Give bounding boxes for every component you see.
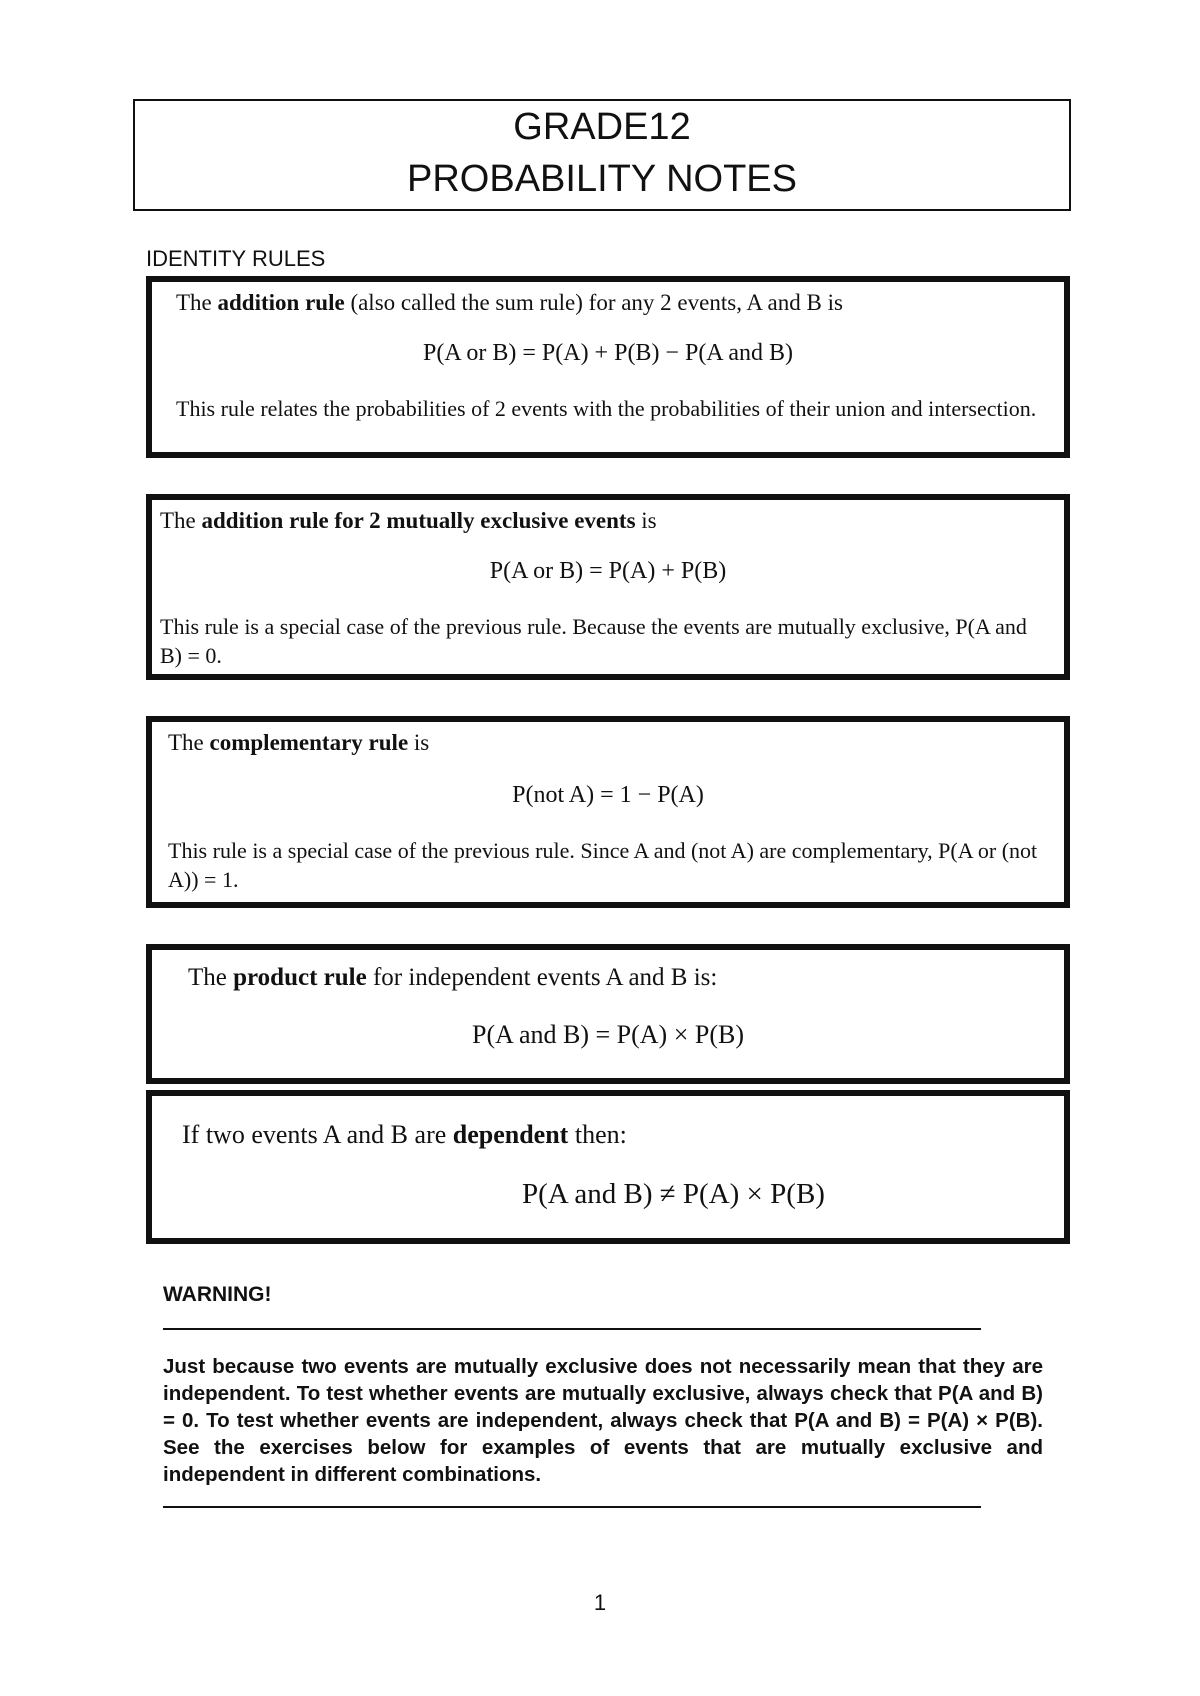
product-intro-bold: product rule (233, 964, 367, 991)
mutually-exclusive-intro-pre: The (160, 508, 202, 533)
dependent-intro-post: then: (568, 1120, 627, 1149)
complementary-intro-bold: complementary rule (209, 730, 409, 755)
dependent-rule-intro (182, 1120, 1042, 1150)
product-intro-post: for independent events A and B is: (366, 964, 718, 991)
complementary-rule-formula: P(not A) = 1 − P(A) (512, 782, 704, 808)
complementary-rule-intro (168, 730, 1048, 756)
section-heading: IDENTITY RULES (146, 246, 326, 271)
addition-rule-intro (176, 290, 1046, 316)
complementary-intro-pre: The (168, 730, 210, 755)
product-intro-pre: The (188, 964, 234, 991)
complementary-intro-post: is (408, 730, 430, 755)
warning-text: Just because two events are mutually exclusive does not necessarily mean that they are independent. To test whether events are mutually exclusive, always check that P(A and B) = 0. To test whether events are independent, always check that P(A and B) = P(A) × P(B). See the exercises below for examples of events that are mutually exclusive and independent in different combinations. (163, 1355, 1043, 1486)
dependent-intro-bold: dependent (452, 1120, 569, 1149)
product-rule-formula: P(A and B) = P(A) × P(B) (472, 1020, 744, 1049)
mutually-exclusive-intro-bold: addition rule for 2 mutually exclusive events (201, 508, 636, 533)
page-number: 1 (593, 1590, 607, 1615)
mutually-exclusive-rule-box (146, 494, 1070, 680)
complementary-rule-explanation: This rule is a special case of the previous rule. Since A and (not A) are complementary, P(A or (not A)) = 1. (168, 838, 1038, 892)
title-grade: GRADE12 (513, 106, 691, 148)
complementary-rule-box (146, 716, 1070, 908)
dependent-intro-pre: If two events A and B are (182, 1120, 453, 1149)
dependent-rule-formula: P(A and B) ≠ P(A) × P(B) (522, 1178, 825, 1210)
mutually-exclusive-rule-formula: P(A or B) = P(A) + P(B) (489, 558, 727, 584)
addition-rule-explanation: This rule relates the probabilities of 2 events with the probabilities of their union and intersection. (176, 396, 1037, 421)
warning-top-divider (163, 1328, 981, 1330)
mutually-exclusive-rule-intro (160, 508, 1050, 534)
dependent-rule-box (146, 1090, 1070, 1244)
addition-rule-intro-pre: The (176, 290, 218, 315)
product-rule-box (146, 944, 1070, 1084)
product-rule-intro (188, 964, 1048, 992)
addition-rule-intro-post: (also called the sum rule) for any 2 events, A and B is (344, 290, 843, 315)
mutually-exclusive-intro-post: is (635, 508, 657, 533)
addition-rule-intro-bold: addition rule (217, 290, 345, 315)
title-subject: PROBABILITY NOTES (407, 158, 797, 200)
addition-rule-box (146, 276, 1070, 458)
title-box (133, 99, 1071, 211)
warning-bottom-divider (163, 1506, 981, 1508)
mutually-exclusive-rule-explanation: This rule is a special case of the previous rule. Because the events are mutually exclusive, P(A and B) = 0. (160, 614, 1027, 668)
addition-rule-formula: P(A or B) = P(A) + P(B) − P(A and B) (423, 340, 793, 366)
warning-title: WARNING! (163, 1283, 272, 1306)
